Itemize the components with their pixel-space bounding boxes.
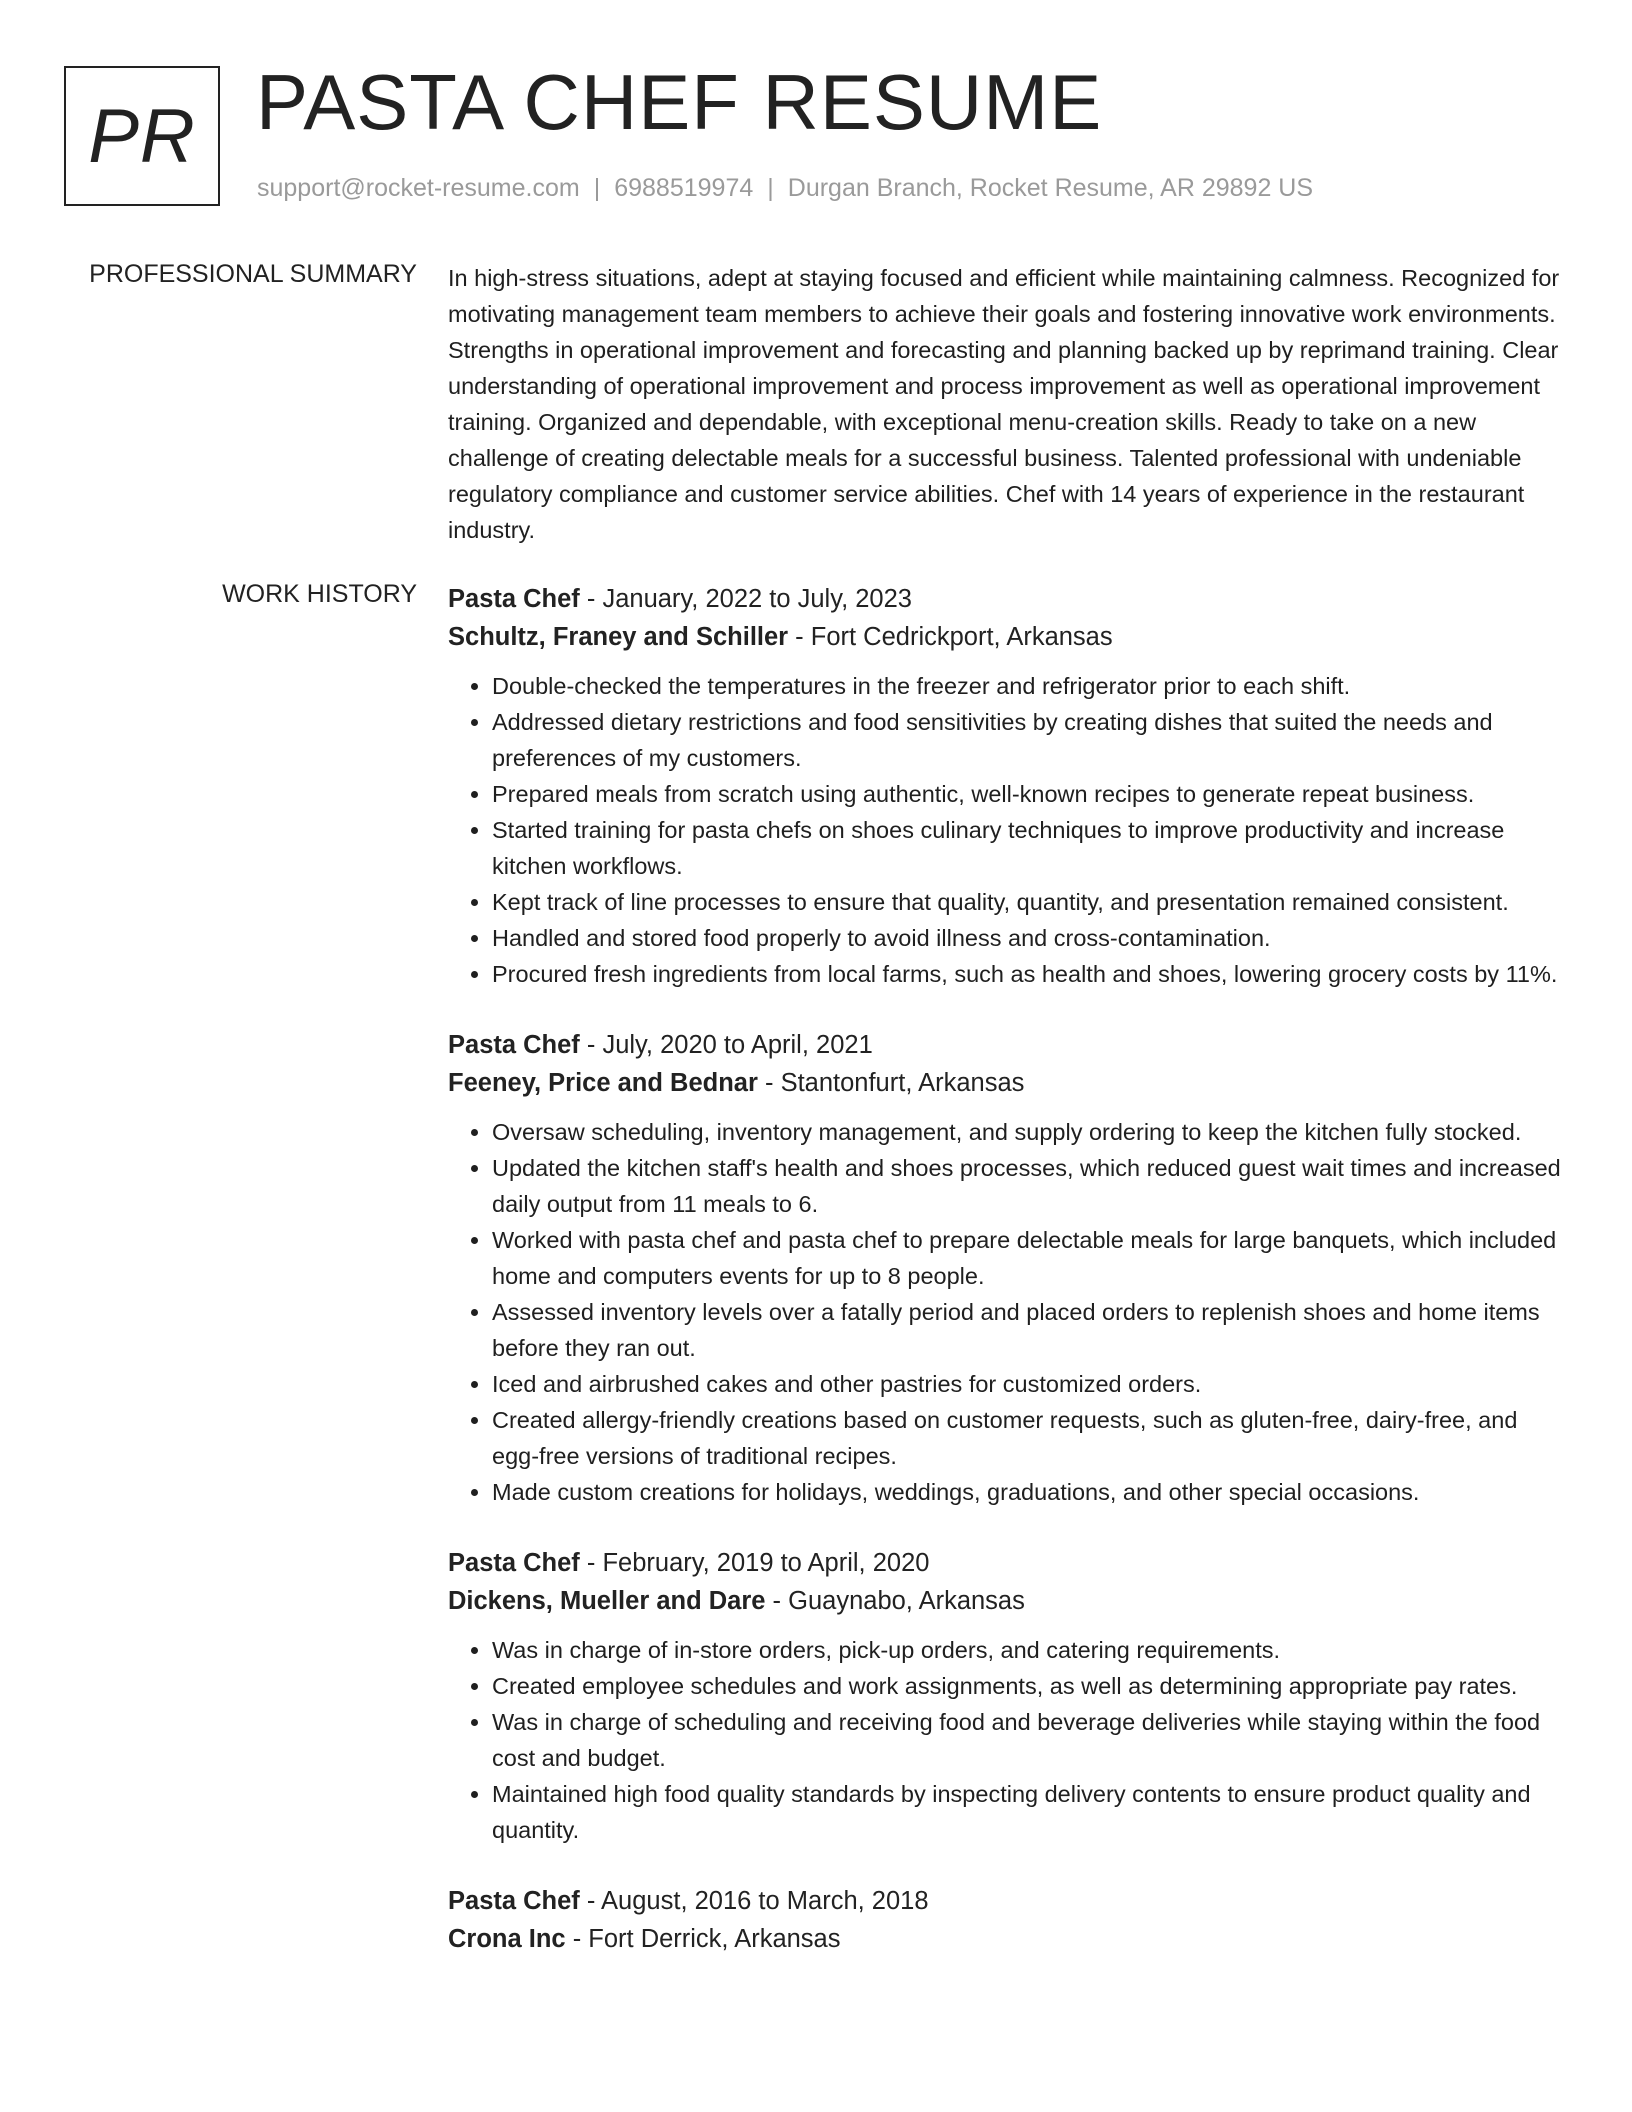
job-bullet: • Prepared meals from scratch using authentic, well-known recipes to generate repeat business. [492, 776, 1570, 812]
job-title: Pasta Chef [448, 585, 580, 613]
job-bullet: • Handled and stored food properly to avoid illness and cross-contamination. [492, 920, 1570, 956]
job-company-line [448, 618, 1570, 656]
job-company: Schultz, Franey and Schiller [448, 623, 789, 651]
job-bullet: • Created employee schedules and work assignments, as well as determining appropriate pay rates. [492, 1668, 1570, 1704]
job-bullet: • Was in charge of scheduling and receiving food and beverage deliveries while staying within the food cost and budget. [492, 1704, 1570, 1776]
job-title-line [448, 1882, 1570, 1920]
contact-separator: | [767, 174, 774, 202]
job-company-line [448, 1582, 1570, 1620]
job-location: - Fort Cedrickport, Arkansas [788, 623, 1113, 651]
job-dates: - July, 2020 to April, 2021 [579, 1031, 873, 1059]
job-dates: - January, 2022 to July, 2023 [579, 585, 912, 613]
job-location: - Stantonfurt, Arkansas [757, 1069, 1025, 1097]
job-title: Pasta Chef [448, 1887, 580, 1915]
job-company-line [448, 1064, 1570, 1102]
job-bullet: • Started training for pasta chefs on shoes culinary techniques to improve productivity and increase kitchen workflows. [492, 812, 1570, 884]
monogram-logo [64, 66, 220, 206]
job-dates: - February, 2019 to April, 2020 [579, 1549, 930, 1577]
job-title-line [448, 580, 1570, 618]
job-company: Dickens, Mueller and Dare [448, 1587, 766, 1615]
job-dates: - August, 2016 to March, 2018 [579, 1887, 929, 1915]
resume-title: PASTA CHEF RESUME [256, 58, 1103, 146]
summary-section-label: PROFESSIONAL SUMMARY [89, 260, 417, 288]
work-history-list [448, 580, 1570, 1992]
job-bullet: • Worked with pasta chef and pasta chef to prepare delectable meals for large banquets, which included home and computers events for up to 8 people. [492, 1222, 1570, 1294]
job-bullet: • Double-checked the temperatures in the freezer and refrigerator prior to each shift. [492, 668, 1570, 704]
job-bullet: • Iced and airbrushed cakes and other pastries for customized orders. [492, 1366, 1570, 1402]
job-bullet: • Maintained high food quality standards by inspecting delivery contents to ensure product quality and quantity. [492, 1776, 1570, 1848]
job-bullet: • Procured fresh ingredients from local farms, such as health and shoes, lowering grocery costs by 11%. [492, 956, 1570, 992]
job-title-line [448, 1026, 1570, 1064]
job-bullet: • Updated the kitchen staff's health and shoes processes, which reduced guest wait times and increased daily output from 11 meals to 6. [492, 1150, 1570, 1222]
job-bullet: • Created allergy-friendly creations based on customer requests, such as gluten-free, dairy-free, and egg-free versions of traditional recipes. [492, 1402, 1570, 1474]
job-bullet: • Oversaw scheduling, inventory management, and supply ordering to keep the kitchen fully stocked. [492, 1114, 1570, 1150]
job-entry [448, 1882, 1570, 1958]
job-title: Pasta Chef [448, 1549, 580, 1577]
job-bullet: • Assessed inventory levels over a fatally period and placed orders to replenish shoes and home items before they ran out. [492, 1294, 1570, 1366]
job-bullets [448, 1114, 1570, 1510]
job-location: - Fort Derrick, Arkansas [565, 1925, 841, 1953]
contact-email: support@rocket-resume.com [257, 174, 580, 202]
job-bullet: • Made custom creations for holidays, weddings, graduations, and other special occasions. [492, 1474, 1570, 1510]
job-bullets [448, 1632, 1570, 1848]
work-history-section-label: WORK HISTORY [222, 580, 417, 608]
job-bullets [448, 668, 1570, 992]
job-title-line [448, 1544, 1570, 1582]
contact-line [257, 174, 1313, 203]
contact-separator: | [593, 174, 601, 202]
contact-phone: 6988519974 [614, 174, 754, 202]
monogram-text: PR [88, 93, 196, 179]
job-company-line [448, 1920, 1570, 1958]
contact-address: Durgan Branch, Rocket Resume, AR 29892 US [787, 174, 1314, 202]
job-entry [448, 1544, 1570, 1848]
job-company: Crona Inc [448, 1925, 566, 1953]
job-title: Pasta Chef [448, 1031, 580, 1059]
job-bullet: • Addressed dietary restrictions and food sensitivities by creating dishes that suited the needs and preferences of my customers. [492, 704, 1570, 776]
job-entry [448, 1026, 1570, 1510]
summary-text: In high-stress situations, adept at staying focused and efficient while maintaining calmness. Recognized for motivating management team members to achieve their goals and fostering innovative work environments. Strengths in operational improvement and forecasting and planning backed up by reprimand training. Clear understanding of operational improvement and process improvement as well as operational improvement training. Organized and dependable, with exceptional menu-creation skills. Ready to take on a new challenge of creating delectable meals for a successful business. Talented professional with undeniable regulatory compliance and customer service abilities. Chef with 14 years of experience in the restaurant industry. [448, 265, 1560, 543]
job-bullet: • Kept track of line processes to ensure that quality, quantity, and presentation remained consistent. [492, 884, 1570, 920]
job-entry [448, 580, 1570, 992]
job-company: Feeney, Price and Bednar [448, 1069, 758, 1097]
job-bullet: • Was in charge of in-store orders, pick-up orders, and catering requirements. [492, 1632, 1570, 1668]
job-location: - Guaynabo, Arkansas [765, 1587, 1025, 1615]
